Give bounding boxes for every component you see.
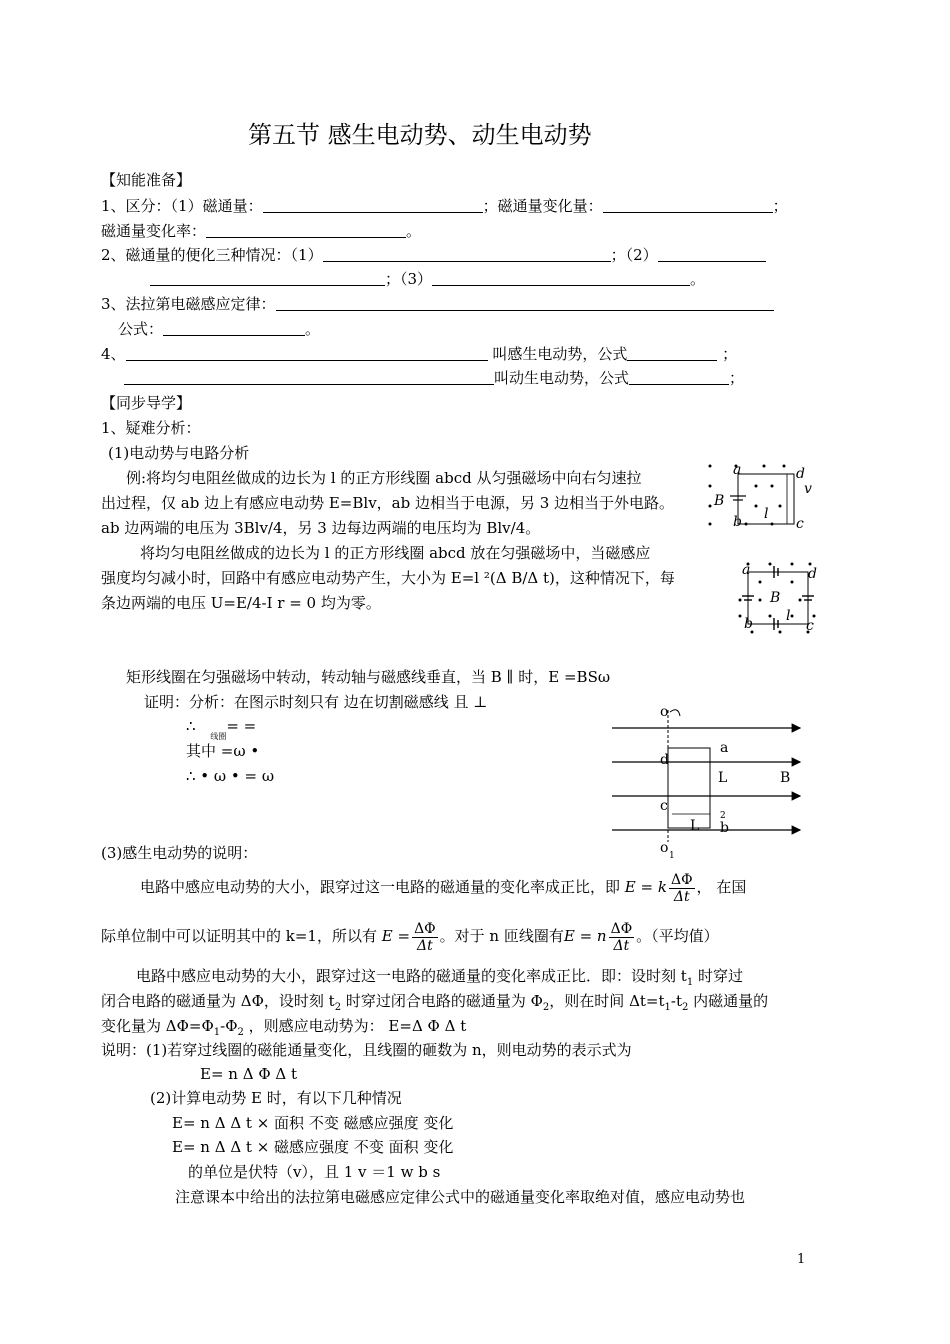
q3-blank-formula[interactable]: [163, 321, 305, 336]
section-heading-preparation: 【知能准备】: [101, 171, 192, 189]
p3-l1-text: 电路中感应电动势的大小，跟穿过这一电路的磁通量的变化率成正比．即：设时刻 t: [136, 967, 687, 985]
page-title: 第五节 感生电动势、动生电动势: [248, 121, 592, 149]
p1-fraction-den: Δt: [673, 888, 690, 905]
fig3-label-L2: L: [690, 818, 700, 834]
example-1-line-3: ab 边两端的电压为 3Blv/4，另 3 边每边两端的电压均为 Blv/4。: [101, 519, 541, 537]
example-1-line-1: 例:将均匀电阻丝做成的边长为 l 的正方形线圈 abcd 从匀强磁场中向右匀速拉: [126, 469, 642, 487]
paragraph-2-line-1: [136, 966, 743, 993]
fig1-label-d: d: [796, 466, 805, 482]
q2-label-2: ；（2）: [610, 246, 658, 264]
example-2-line-3: 条边两端的电压 U=E/4-I r = 0 均为零。: [101, 594, 381, 612]
q1-semicolon: ；: [772, 197, 788, 215]
figure-square-loop-batteries: [730, 558, 826, 638]
p3-l3-sub: 1: [213, 1027, 221, 1038]
section-heading-guide: 【同步导学】: [101, 394, 192, 412]
p3-l2-c: ，则在时间 Δt=t: [549, 992, 665, 1010]
notes-line-4: E= n Δ Δ t × 面积 不变 磁感应强度 变化: [172, 1114, 454, 1132]
p2-fraction2-den: Δt: [613, 937, 630, 954]
p2-fraction-num: ΔΦ: [414, 920, 436, 937]
fig3-label-2: 2: [720, 811, 726, 821]
q2-blank-2a[interactable]: [658, 247, 766, 262]
q1-blank-flux-change[interactable]: [603, 198, 773, 213]
question-3-line-2: [118, 319, 320, 339]
example-2-line-1: 将均匀电阻丝做成的边长为 l 的正方形线圈 abcd 放在匀强磁场中，当磁感应: [140, 544, 651, 562]
p2-fraction-den: Δt: [416, 937, 433, 954]
example-1-line-2: 出过程，仅 ab 边上有感应电动势 E=Blv，ab 边相当于电源，另 3 边相当于外电路。: [101, 494, 675, 512]
p2-fraction-2: [609, 921, 635, 954]
question-2-line-1: [101, 245, 766, 265]
fig3-label-o1: o: [660, 840, 669, 856]
p2-text: 际单位制中可以证明其中的 k=1，所以有: [101, 927, 377, 945]
rotating-coil-line-1: 矩形线圈在匀强磁场中转动，转动轴与磁感线垂直，当 B ∥ 时，E =BSω: [126, 668, 611, 686]
page-number: 1: [797, 1252, 806, 1267]
notes-line-1: 说明：(1)若穿过线圈的磁能通量变化，且线圈的砸数为 n，则电动势的表示式为: [101, 1041, 632, 1059]
p3-l2-sub3: 1: [664, 1002, 671, 1013]
fig3-label-B: B: [780, 770, 791, 786]
rotating-coil-line-5: ∴ • ω • = ω: [186, 767, 275, 785]
notes-line-3: (2)计算电动势 E 时，有以下几种情况: [150, 1089, 402, 1107]
p3-l2-sub4: 2: [682, 1002, 689, 1013]
figure-rotating-coil: [610, 700, 810, 864]
p2-fraction2-num: ΔΦ: [610, 920, 633, 937]
p1-text: 电路中感应电动势的大小，跟穿过这一电路的磁通量的变化率成正比，即: [140, 878, 621, 896]
fig1-label-B: B: [714, 493, 725, 509]
coil-subscript: 线圈: [210, 732, 227, 741]
notes-line-2: E= n Δ Φ Δ t: [200, 1065, 298, 1083]
fig2-label-l: l: [786, 608, 791, 624]
fig3-label-o: o: [660, 704, 669, 720]
fig3-label-L: L: [718, 770, 728, 786]
p3-l3-c: ，则感应电动势为： E=Δ Φ Δ t: [243, 1017, 467, 1035]
q1-period: 。: [406, 222, 422, 240]
question-1-line-1: [101, 196, 788, 216]
q2-blank-3[interactable]: [432, 271, 690, 286]
p3-l2-sub2: 2: [542, 1002, 550, 1013]
q2-blank-1[interactable]: [323, 247, 611, 262]
p2-text-mid: 。对于 n 匝线圈有: [439, 927, 564, 945]
q2-label: 2、磁通量的便化三种情况：（1）: [101, 246, 323, 264]
q3-formula-label: 公式：: [118, 320, 164, 338]
p2-formula2-lhs: E = n: [563, 927, 607, 945]
fig1-label-b: b: [733, 514, 742, 530]
paragraph-1-line-1: [140, 870, 746, 905]
q4-label-motional: 叫动生电动势，公式: [494, 369, 630, 387]
q4-blank-induced-formula[interactable]: [627, 346, 717, 361]
notes-line-6: 的单位是伏特（v），且 1 v ＝1 w b s: [188, 1163, 441, 1181]
rotating-coil-line-4: 其中 =ω •: [186, 742, 260, 760]
p3-l3-b: -Φ: [220, 1017, 238, 1035]
p3-l2-d: -t: [670, 992, 683, 1010]
p3-l1-sub: 1: [686, 977, 694, 988]
fig3-label-a: a: [720, 740, 729, 756]
p3-l1-end: 时穿过: [693, 967, 743, 985]
fig1-label-l: l: [764, 506, 769, 522]
q3-period: 。: [305, 320, 321, 338]
question-4-line-1: [101, 344, 737, 364]
q2-blank-2b[interactable]: [150, 271, 385, 286]
notes-line-5: E= n Δ Δ t × 磁感应强度 不变 面积 变化: [172, 1138, 454, 1156]
fig2-label-B: B: [770, 590, 781, 606]
p3-l2-b: 时穿过闭合电路的磁通量为 Φ: [341, 992, 543, 1010]
p3-l2-text: 闭合电路的磁通量为 ΔΦ，设时刻 t: [101, 992, 335, 1010]
fig3-label-d: d: [660, 752, 669, 768]
fig2-label-a: a: [742, 562, 751, 578]
therefore-symbol-1: ∴: [186, 717, 196, 735]
fig2-label-d: d: [808, 566, 817, 582]
q4-semicolon-2: ；: [729, 369, 745, 387]
q4-semicolon-1: ；: [722, 345, 738, 363]
question-1-line-2: [101, 221, 421, 241]
p2-formula-lhs: E =: [381, 927, 411, 945]
p2-fraction: [412, 921, 438, 954]
q1-blank-flux[interactable]: [263, 198, 483, 213]
fig1-label-c: c: [796, 516, 804, 532]
subheading-emf-circuit: (1)电动势与电路分析: [108, 444, 250, 462]
subheading-difficulty: 1、疑难分析：: [101, 419, 201, 437]
q4-blank-motional-formula[interactable]: [629, 370, 729, 385]
example-2-line-2: 强度均匀减小时，回路中有感应电动势产生，大小为 E=l ²(Δ B/Δ t)，这种情况下，每: [101, 569, 675, 587]
rotating-coil-line-2: 证明：分析：在图示时刻只有 边在切割磁感线 且 ⊥: [144, 693, 488, 711]
p1-fraction: [669, 872, 695, 905]
p1-formula-lhs: E = k: [624, 878, 667, 896]
paragraph-1-line-2: [101, 919, 719, 954]
question-2-line-2: [150, 269, 705, 289]
question-3-line-1: [101, 294, 774, 314]
rotating-coil-equation-1: = =: [226, 717, 257, 735]
fig1-label-a: a: [733, 462, 742, 478]
notes-line-7: 注意课本中给出的法拉第电磁感应定律公式中的磁通量变化率取绝对值，感应电动势也: [175, 1188, 746, 1206]
p3-l2-sub: 2: [334, 1002, 342, 1013]
fig1-label-v: v: [804, 481, 812, 497]
q3-blank-law[interactable]: [276, 296, 774, 311]
paragraph-2-line-3: [101, 1016, 466, 1043]
q1-label: 1、区分：（1）磁通量：: [101, 197, 263, 215]
fig2-label-c: c: [806, 618, 814, 634]
q1-blank-flux-rate[interactable]: [206, 223, 406, 238]
p1-fraction-num: ΔΦ: [670, 871, 693, 888]
p3-l2-e: 内磁通量的: [688, 992, 769, 1010]
fig3-label-c: c: [660, 798, 668, 814]
q2-period: 。: [690, 270, 706, 288]
p3-l3-sub2: 2: [237, 1027, 244, 1038]
q4-blank-motional[interactable]: [124, 370, 494, 385]
q2-label-3: ；（3）: [385, 270, 433, 288]
figure-square-loop-pulled: [700, 458, 820, 542]
q4-label-induced: 叫感生电动势，公式: [492, 345, 628, 363]
fig3-label-b: b: [720, 820, 729, 836]
fig2-label-b: b: [744, 616, 753, 632]
question-4-line-2: [124, 368, 744, 388]
q1-label-rate: 磁通量变化率：: [101, 222, 207, 240]
subheading-induced-emf: (3)感生电动势的说明：: [101, 844, 258, 862]
p3-l3-text: 变化量为 ΔΦ=Φ: [101, 1017, 214, 1035]
q4-label: 4、: [101, 345, 126, 363]
q1-label-change: ；磁通量变化量：: [482, 197, 603, 215]
fig3-label-1: 1: [669, 851, 675, 861]
paragraph-2-line-2: [101, 991, 768, 1018]
q4-blank-induced[interactable]: [126, 346, 488, 361]
q3-label: 3、法拉第电磁感应定律：: [101, 295, 276, 313]
p1-text-end: ， 在国: [696, 878, 747, 896]
p2-text-end: 。（平均值）: [636, 927, 719, 945]
